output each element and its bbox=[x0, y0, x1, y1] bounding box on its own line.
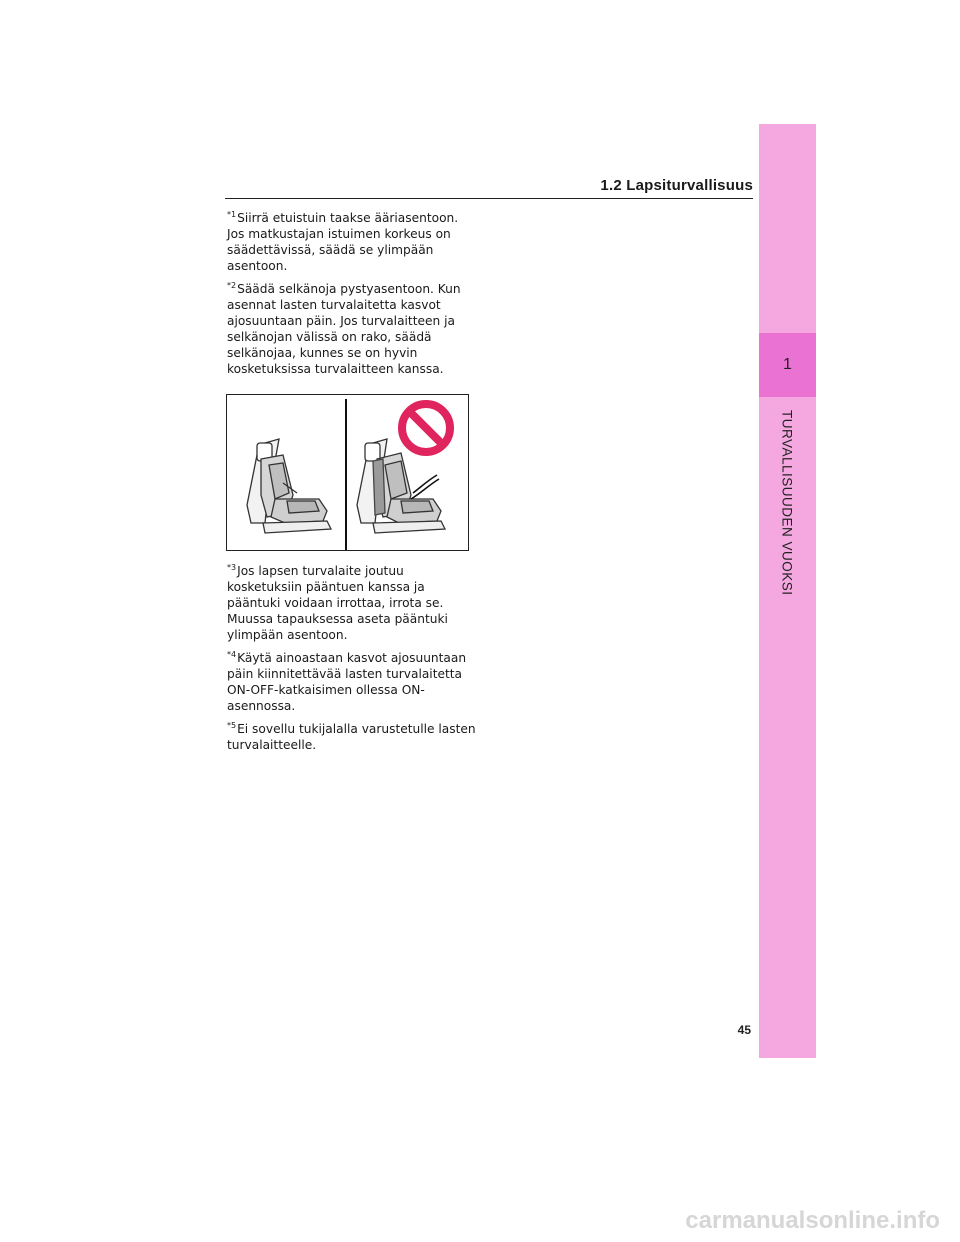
notes-column-top bbox=[227, 210, 477, 384]
page-number: 45 bbox=[737, 1023, 751, 1037]
section-title: 1.2 Lapsiturvallisuus bbox=[600, 177, 753, 194]
note-3 bbox=[227, 563, 477, 643]
child-seat-illustration bbox=[226, 394, 469, 551]
note-3-text: Jos lapsen turvalaite joutuu kosketuksiin pääntuen kanssa ja pääntuki voidaan irrottaa, irrota se. Muussa tapauksessa aseta pääntuki ylimpään asentoon. bbox=[227, 564, 448, 642]
note-5 bbox=[227, 721, 477, 753]
header-divider bbox=[225, 198, 753, 199]
correct-seat-drawing bbox=[247, 439, 331, 533]
note-4-marker: * bbox=[227, 650, 231, 659]
note-5-number: 5 bbox=[231, 721, 237, 730]
note-1-text: Siirrä etuistuin taakse ääriasentoon. Jos matkustajan istuimen korkeus on säädettävissä, säädä se ylimpään asentoon. bbox=[227, 211, 459, 273]
note-4-number: 4 bbox=[231, 650, 237, 659]
prohibition-icon bbox=[402, 404, 450, 452]
note-2-number: 2 bbox=[231, 281, 237, 290]
notes-column-bottom bbox=[227, 563, 477, 760]
note-4-text: Käytä ainoastaan kasvot ajosuuntaan päin kiinnitettävää lasten turvalaitetta ON-OFF-katkaisimen ollessa ON-asennossa. bbox=[227, 651, 467, 713]
note-5-marker: * bbox=[227, 721, 231, 730]
watermark: carmanualsonline.info bbox=[685, 1207, 940, 1234]
note-2-marker: * bbox=[227, 281, 231, 290]
note-3-number: 3 bbox=[231, 563, 237, 572]
note-1-number: 1 bbox=[231, 210, 237, 219]
note-1 bbox=[227, 210, 477, 274]
chapter-number-tab[interactable]: 1 bbox=[759, 333, 816, 397]
note-1-marker: * bbox=[227, 210, 231, 219]
note-5-text: Ei sovellu tukijalalla varustetulle lasten turvalaitteelle. bbox=[227, 722, 476, 752]
chapter-label: TURVALLISUUDEN VUOKSI bbox=[779, 410, 795, 596]
note-3-marker: * bbox=[227, 563, 231, 572]
note-2 bbox=[227, 281, 477, 377]
note-2-text: Säädä selkänoja pystyasentoon. Kun asennat lasten turvalaitetta kasvot ajosuuntaan päin. Jos turvalaitteen ja selkänojan välissä on rako, säädä selkänojaa, kunnes se on hyvin kosketuksissa turvalaitteen kanssa. bbox=[227, 282, 461, 376]
note-4 bbox=[227, 650, 477, 714]
